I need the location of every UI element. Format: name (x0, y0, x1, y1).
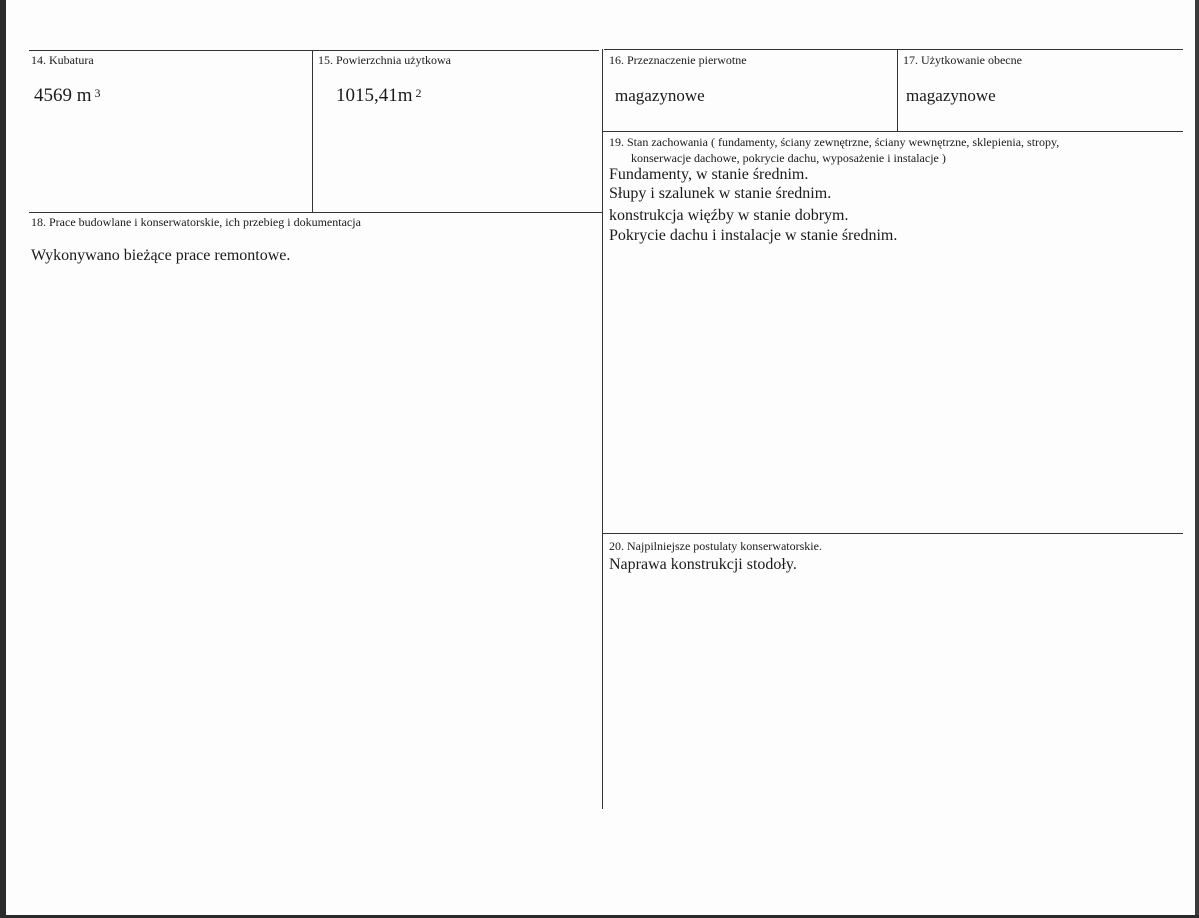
field-19-line-3: konstrukcja więźby w stanie dobrym. (609, 207, 849, 224)
field-18-label: 18. Prace budowlane i konserwatorskie, ich przebieg i dokumentacja (31, 215, 361, 229)
field-18-value: Wykonywano bieżące prace remontowe. (31, 247, 291, 264)
field-15-label: 15. Powierzchnia użytkowa (318, 53, 451, 67)
field-15-value (336, 85, 422, 107)
scan-edge-right (1195, 0, 1199, 918)
field-19-line-1: Fundamenty, w stanie średnim. (609, 166, 809, 183)
rule-20-top (602, 533, 1183, 534)
divider-main (602, 49, 603, 809)
powierzchnia-exponent: 2 (415, 86, 422, 100)
field-19-label-line1: 19. Stan zachowania ( fundamenty, ściany zewnętrzne, ściany wewnętrzne, sklepienia, stropy, (609, 135, 1060, 149)
top-rule-left (29, 50, 599, 51)
field-14-label: 14. Kubatura (31, 53, 94, 67)
field-16-value: magazynowe (615, 86, 705, 105)
field-19-line-2: Słupy i szalunek w stanie średnim. (609, 185, 832, 202)
scan-edge-left (0, 0, 6, 918)
field-14-value (34, 85, 101, 107)
divider-14-15 (312, 50, 313, 213)
rule-18-top (29, 212, 602, 213)
rule-16-17-bottom (602, 131, 1183, 132)
field-17-label: 17. Użytkowanie obecne (903, 53, 1022, 67)
field-16-label: 16. Przeznaczenie pierwotne (609, 53, 747, 67)
kubatura-number: 4569 m (34, 85, 92, 106)
field-20-value: Naprawa konstrukcji stodoły. (609, 556, 797, 573)
top-rule-right (604, 49, 1183, 50)
field-19-label-line2: konserwacje dachowe, pokrycie dachu, wyposażenie i instalacje ) (631, 151, 946, 165)
divider-16-17 (897, 49, 898, 132)
field-17-value: magazynowe (906, 86, 996, 105)
field-20-label: 20. Najpilniejsze postulaty konserwatorskie. (609, 539, 822, 553)
powierzchnia-number: 1015,41m (336, 85, 413, 106)
kubatura-exponent: 3 (94, 86, 101, 100)
field-19-line-4: Pokrycie dachu i instalacje w stanie średnim. (609, 227, 898, 244)
